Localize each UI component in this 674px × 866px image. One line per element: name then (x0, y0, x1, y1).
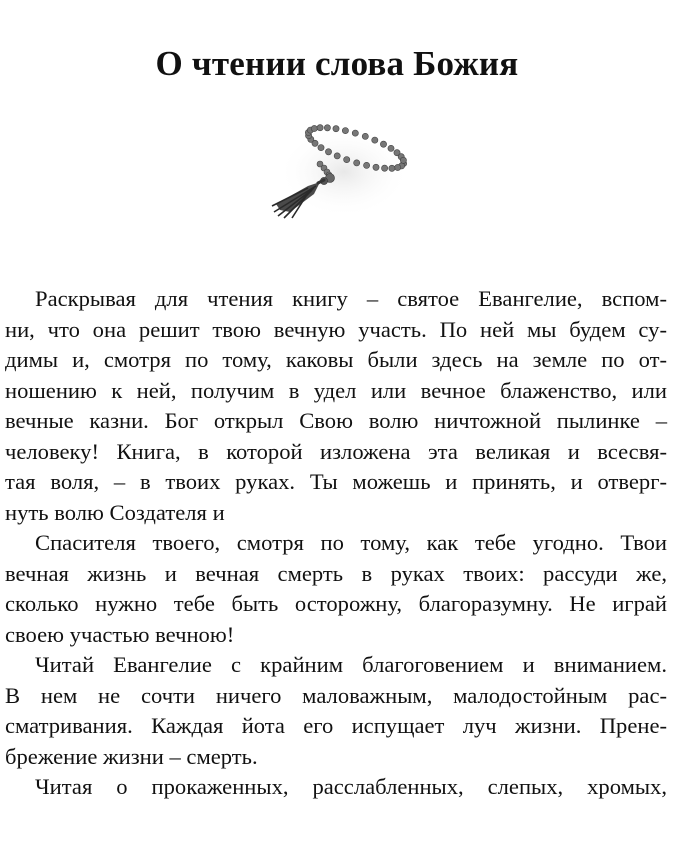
text-line: сколько нужно тебе быть осторожну, благоразумну. Не играй (5, 591, 667, 616)
text-line: димы и, смотря по тому, каковы были здесь на земле по от- (5, 347, 667, 372)
text-line: тая воля, – в твоих руках. Ты можешь и принять, и отверг- (5, 469, 667, 494)
body-text (5, 284, 667, 803)
text-line: вечная жизнь и вечная смерть в руках твоих: рассуди же, (5, 560, 667, 586)
text-line: Читай Евангелие с крайним благоговением и вниманием. (35, 652, 667, 677)
text-line: брежение жизни – смерть. (5, 743, 258, 769)
text-line: Читая о прокаженных, расслабленных, слепых, хромых, (35, 774, 667, 799)
rosary-prayer-beads-with-tassel-icon (268, 120, 410, 222)
text-line: вечные казни. Бог открыл Свою волю ничтожной пылинке – (5, 408, 667, 433)
text-line: ношению к ней, получим в удел или вечное блаженство, или (5, 377, 667, 403)
text-line: нуть волю Создателя и (5, 499, 225, 525)
text-line: своею участью вечною! (5, 621, 235, 647)
text-line: В нем не сочти ничего маловажным, малодостойным рас- (5, 682, 667, 708)
text-line: человеку! Книга, в которой изложена эта великая и всесвя- (5, 438, 667, 464)
text-line: сматривания. Каждая йота его испущает луч жизни. Прене- (5, 713, 667, 738)
text-line: Спасителя твоего, смотря по тому, как тебе угодно. Твои (35, 530, 667, 555)
page-title: О чтении слова Божия (155, 44, 519, 83)
text-line: Раскрывая для чтения книгу – святое Евангелие, вспом- (35, 286, 667, 311)
text-line: ни, что она решит твою вечную участь. По ней мы будем су- (5, 316, 667, 342)
